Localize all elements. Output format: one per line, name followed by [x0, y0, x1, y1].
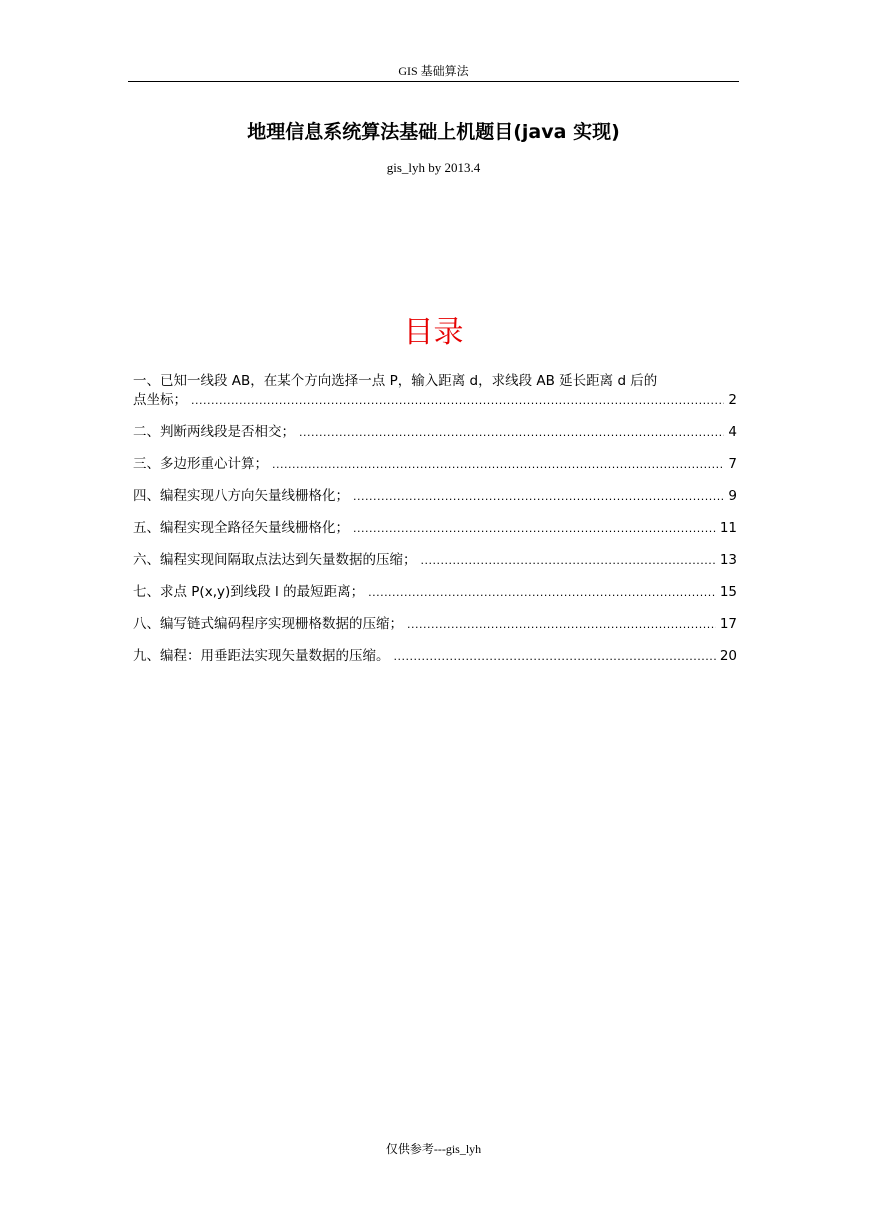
toc-leader-dots	[368, 583, 716, 602]
header-divider	[128, 81, 739, 82]
toc-leader-dots	[353, 519, 716, 538]
toc-entry-text: 七、求点 P(x,y)到线段 l 的最短距离；	[133, 584, 365, 600]
toc-page-number: 2	[728, 392, 737, 408]
toc-entry-5[interactable]	[133, 519, 737, 538]
toc-entry-text: 二、判断两线段是否相交；	[133, 424, 295, 440]
toc-entry-7[interactable]	[133, 583, 737, 602]
toc-heading: 目录	[403, 315, 464, 350]
toc-entry-6[interactable]	[133, 551, 737, 570]
toc-page-number: 20	[719, 648, 737, 664]
toc-leader-dots	[394, 647, 716, 666]
toc-page-number: 17	[719, 616, 737, 632]
toc-leader-dots	[353, 487, 724, 506]
page-footer: 仅供参考---gis_lyh	[385, 1142, 482, 1156]
table-of-contents	[133, 372, 737, 679]
page-header: GIS 基础算法	[398, 64, 469, 78]
toc-entry-text: 五、编程实现全路径矢量线栅格化；	[133, 520, 349, 536]
toc-leader-dots	[407, 615, 716, 634]
document-subtitle: gis_lyh by 2013.4	[386, 160, 481, 175]
toc-page-number: 9	[728, 488, 737, 504]
toc-entry-text-line1: 一、已知一线段 AB，在某个方向选择一点 P，输入距离 d，求线段 AB 延长距离 d 后的	[133, 373, 658, 389]
toc-page-number: 4	[728, 424, 737, 440]
toc-entry-text: 六、编程实现间隔取点法达到矢量数据的压缩；	[133, 552, 417, 568]
toc-entry-2[interactable]	[133, 423, 737, 442]
toc-entry-3[interactable]	[133, 455, 737, 474]
toc-leader-dots	[272, 455, 724, 474]
document-title: 地理信息系统算法基础上机题目(java 实现)	[247, 121, 620, 143]
toc-page-number: 7	[728, 456, 737, 472]
toc-entry-1[interactable]	[133, 372, 737, 410]
toc-entry-text: 点坐标；	[133, 392, 187, 408]
toc-entry-text: 八、编写链式编码程序实现栅格数据的压缩；	[133, 616, 403, 632]
toc-entry-9[interactable]	[133, 647, 737, 666]
toc-leader-dots	[299, 423, 724, 442]
toc-leader-dots	[421, 551, 716, 570]
toc-entry-4[interactable]	[133, 487, 737, 506]
toc-leader-dots	[191, 391, 724, 410]
toc-entry-text: 四、编程实现八方向矢量线栅格化；	[133, 488, 349, 504]
toc-page-number: 11	[719, 520, 737, 536]
toc-entry-text: 九、编程：用垂距法实现矢量数据的压缩。	[133, 648, 390, 664]
toc-entry-text: 三、多边形重心计算；	[133, 456, 268, 472]
toc-page-number: 15	[719, 584, 737, 600]
toc-page-number: 13	[719, 552, 737, 568]
toc-entry-8[interactable]	[133, 615, 737, 634]
